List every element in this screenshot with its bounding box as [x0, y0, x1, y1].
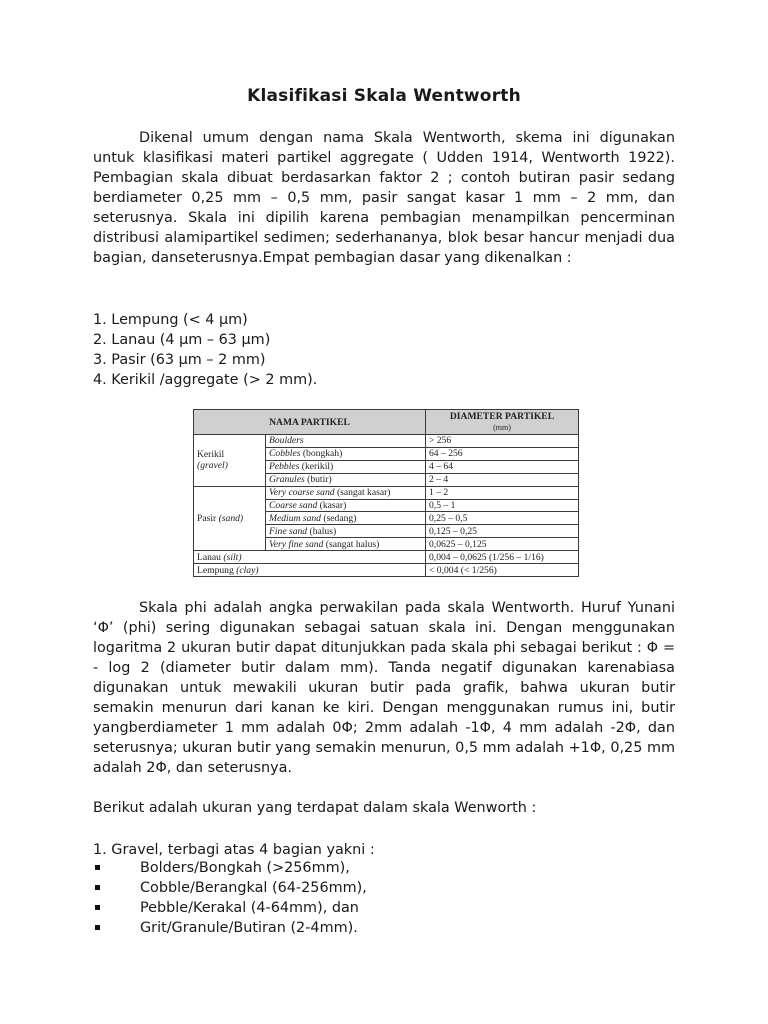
group-cell-sand: Pasir (sand) — [194, 486, 266, 551]
list-item: Bolders/Bongkah (>256mm), — [93, 858, 367, 878]
sizes-intro-line: Berikut adalah ukuran yang terdapat dalam skala Wenworth : — [93, 800, 537, 816]
table-row — [194, 551, 579, 564]
list-item: Cobble/Berangkal (64-256mm), — [93, 878, 367, 898]
list-item: 1. Lempung (< 4 µm) — [93, 312, 248, 328]
diameter-cell: 1 – 2 — [426, 486, 579, 499]
wentworth-table-figure — [193, 409, 578, 577]
bullet-icon — [95, 925, 100, 930]
header-particle-name: NAMA PARTIKEL — [194, 410, 426, 435]
table-row — [194, 435, 579, 448]
diameter-cell: 4 – 64 — [426, 460, 579, 473]
diameter-cell: 0,5 – 1 — [426, 499, 579, 512]
bullet-icon — [95, 865, 100, 870]
particle-cell: Pebbles (kerikil) — [266, 460, 426, 473]
diameter-cell: 0,0625 – 0,125 — [426, 538, 579, 551]
list-item: Pebble/Kerakal (4-64mm), dan — [93, 898, 367, 918]
list-item: 2. Lanau (4 µm – 63 µm) — [93, 332, 271, 348]
particle-cell: Cobbles (bongkah) — [266, 447, 426, 460]
bullet-icon — [95, 905, 100, 910]
particle-cell: Fine sand (halus) — [266, 525, 426, 538]
particle-cell: Granules (butir) — [266, 473, 426, 486]
diameter-cell: 2 – 4 — [426, 473, 579, 486]
list-item: Grit/Granule/Butiran (2-4mm). — [93, 918, 367, 938]
intro-paragraph: Dikenal umum dengan nama Skala Wentworth, skema ini digunakan untuk klasifikasi materi partikel aggregate ( Udden 1914, Wentworth 1922). Pembagian skala dibuat berdasarkan faktor 2 ; contoh butiran pasir sedang berdiameter 0,25 mm – 0,5 mm, pasir sangat kasar 1 mm – 2 mm, dan seterusnya. Skala ini dipilih karena pembagian menampilkan pencerminan distribusi alamipartikel sedimen; sederhananya, blok besar hancur menjadi dua bagian, danseterusnya.Empat pembagian dasar yang dikenalkan : — [93, 130, 675, 266]
list-item: 4. Kerikil /aggregate (> 2 mm). — [93, 372, 318, 388]
diameter-cell: 0,125 – 0,25 — [426, 525, 579, 538]
table-row — [194, 564, 579, 577]
phi-scale-paragraph: Skala phi adalah angka perwakilan pada skala Wentworth. Huruf Yunani ‘Φ’ (phi) sering digunakan sebagai satuan skala ini. Dengan menggunakan logaritma 2 ukuran butir dapat ditunjukkan pada skala phi sebagai berikut : Φ = - log 2 (diameter butir dalam mm). Tanda negatif digunakan karenabiasa digunakan untuk mewakili ukuran butir pada grafik, bahwa ukuran butir semakin menurun dari kanan ke kiri. Dengan menggunakan rumus ini, butir yangberdiameter 1 mm adalah 0Φ; 2mm adalah -1Φ, 4 mm adalah -2Φ, dan seterusnya; ukuran butir yang semakin menurun, 0,5 mm adalah +1Φ, 0,25 mm adalah 2Φ, dan seterusnya. — [93, 600, 675, 776]
diameter-cell: < 0,004 (< 1/256) — [426, 564, 579, 577]
particle-cell: Medium sand (sedang) — [266, 512, 426, 525]
diameter-cell: 0,004 – 0,0625 (1/256 – 1/16) — [426, 551, 579, 564]
particle-cell: Coarse sand (kasar) — [266, 499, 426, 512]
list-item: 3. Pasir (63 µm – 2 mm) — [93, 352, 266, 368]
particle-cell: Very coarse sand (sangat kasar) — [266, 486, 426, 499]
header-particle-diameter: DIAMETER PARTIKEL (mm) — [426, 410, 579, 435]
particle-cell-clay: Lempung (clay) — [194, 564, 426, 577]
particle-cell-silt: Lanau (silt) — [194, 551, 426, 564]
diameter-cell: 0,25 – 0,5 — [426, 512, 579, 525]
diameter-cell: > 256 — [426, 435, 579, 448]
particle-division-list — [93, 310, 317, 390]
table-row — [194, 486, 579, 499]
particle-cell: Very fine sand (sangat halus) — [266, 538, 426, 551]
diameter-cell: 64 – 256 — [426, 447, 579, 460]
table-header-row — [194, 410, 579, 435]
group-cell-gravel: Kerikil (gravel) — [194, 435, 266, 487]
bullet-icon — [95, 885, 100, 890]
gravel-list — [93, 858, 367, 938]
page-title: Klasifikasi Skala Wentworth — [247, 86, 521, 106]
wentworth-table — [193, 409, 579, 577]
particle-cell: Boulders — [266, 435, 426, 448]
gravel-heading: 1. Gravel, terbagi atas 4 bagian yakni : — [93, 842, 375, 858]
